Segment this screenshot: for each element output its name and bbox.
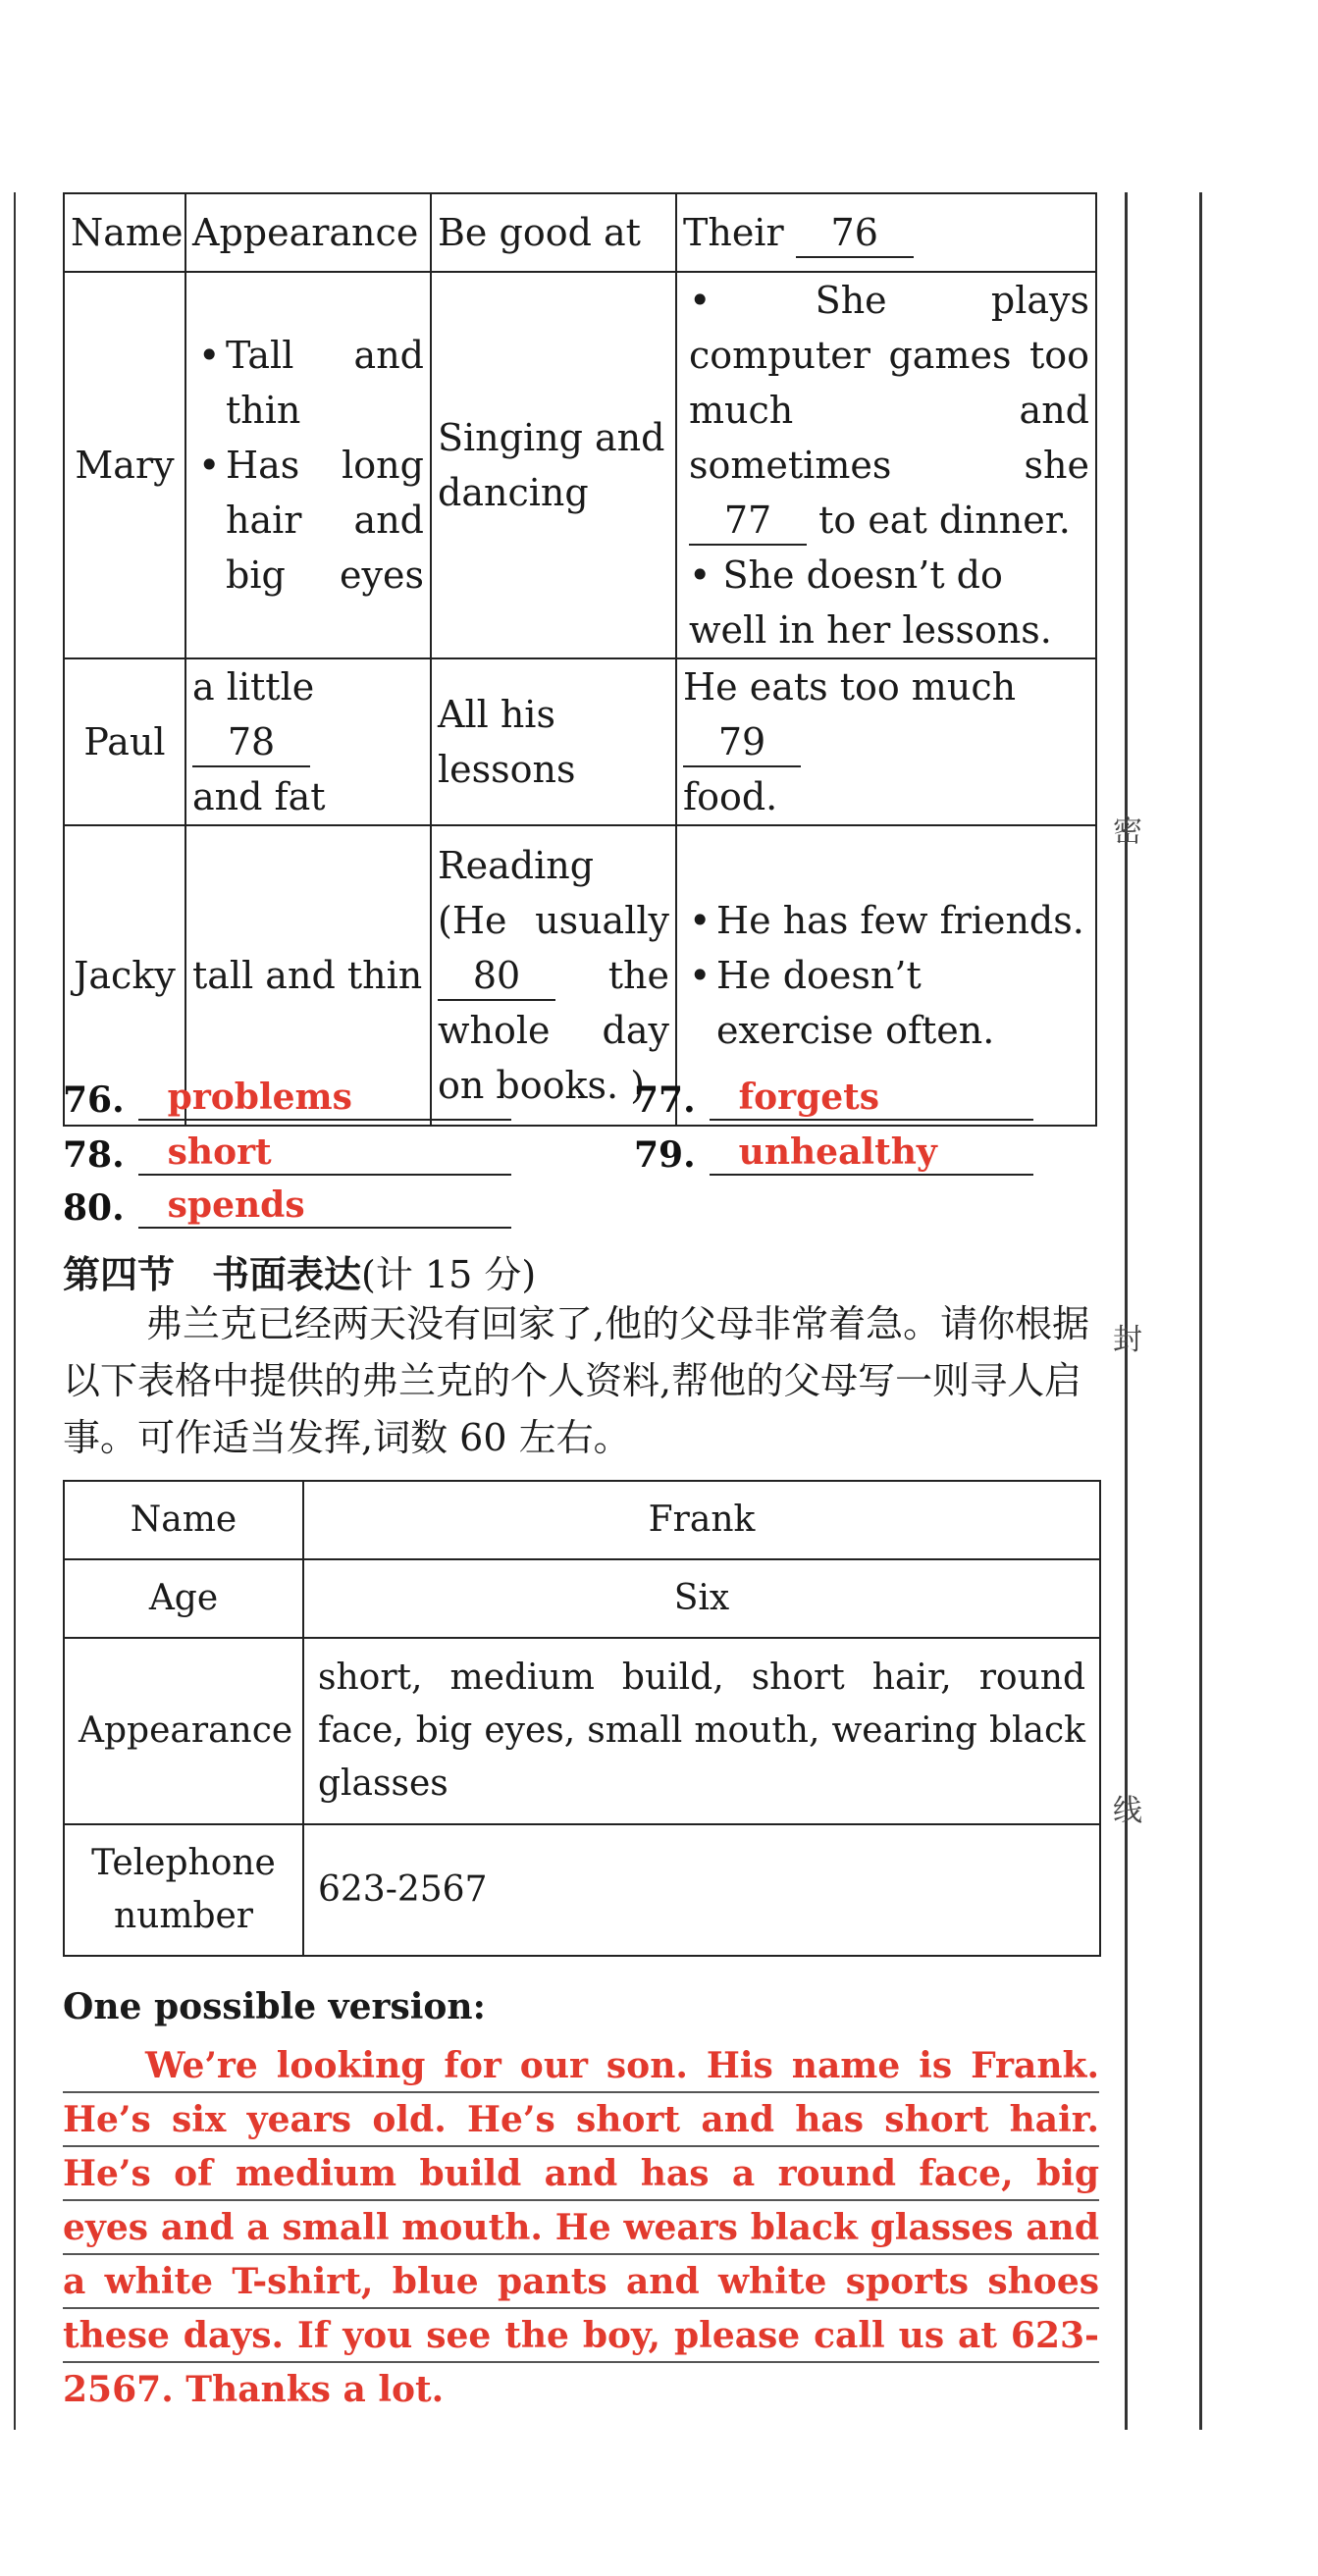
answer-text: problems xyxy=(138,1076,511,1121)
their-jacky-2: • He doesn’t exercise often. xyxy=(683,948,1089,1058)
answer-78 xyxy=(63,1130,511,1176)
header-their xyxy=(676,193,1096,272)
table-row xyxy=(64,1559,1100,1638)
row-key: Telephone number xyxy=(64,1824,303,1956)
model-essay: We’re looking for our son. His name is Frank. He’s six years old. He’s short and has short hair. He’s of medium build and has a round face, big eyes and a small mouth. He wears black glasses and a white T-shirt, blue pants and white sports shoes these days. If you see the boy, please call us at 623-2567. Thanks a lot. xyxy=(63,2045,1099,2410)
section-points: (计 15 分) xyxy=(361,1253,537,1296)
row-key: Name xyxy=(64,1481,303,1559)
side-mark-2: 封 xyxy=(1113,1323,1142,1357)
row-key: Appearance xyxy=(64,1638,303,1824)
their-jacky-1: • He has few friends. xyxy=(683,893,1089,948)
answer-79 xyxy=(634,1130,1033,1176)
appearance-paul-a: a little xyxy=(192,665,315,709)
answer-number: 79. xyxy=(634,1134,696,1176)
answer-text: unhealthy xyxy=(710,1130,1033,1176)
good-at-paul: All his lessons xyxy=(431,658,676,825)
their-mary-1a: She plays computer games too much and sometimes she xyxy=(689,279,1089,487)
row-value: short, medium build, short hair, round face, big eyes, small mouth, wearing black glasses xyxy=(303,1638,1100,1824)
left-margin-line xyxy=(14,192,16,2430)
good-at-jacky-a: Reading (He usually xyxy=(438,844,669,942)
table-header-row xyxy=(64,193,1096,272)
table-row-paul xyxy=(64,658,1096,825)
right-margin-line-inner xyxy=(1125,192,1128,2430)
table-row xyxy=(64,1481,1100,1559)
appearance-paul-b: and fat xyxy=(192,775,326,818)
section-title-text: 第四节 书面表达 xyxy=(63,1252,362,1296)
answer-76 xyxy=(63,1076,511,1121)
blank-79: 79 xyxy=(683,718,801,767)
header-good-at: Be good at xyxy=(431,193,676,272)
row-value: 623-2567 xyxy=(303,1824,1100,1956)
answer-80 xyxy=(63,1183,511,1229)
appearance-mary-1: • Tall and thin xyxy=(192,328,424,438)
their-paul-b: food. xyxy=(683,775,778,818)
their-mary: • She plays computer games too much and sometimes she 77 to eat dinner. • She doesn’t do well in her lessons. xyxy=(676,272,1096,658)
answer-77 xyxy=(634,1076,1033,1121)
version-title: One possible version: xyxy=(63,1986,486,2027)
answer-number: 78. xyxy=(63,1134,125,1176)
their-mary-2: She doesn’t do well in her lessons. xyxy=(689,553,1052,652)
answer-text: forgets xyxy=(710,1076,1033,1121)
table-row xyxy=(64,1638,1100,1824)
header-their-label: Their xyxy=(683,211,784,254)
answer-text: short xyxy=(138,1130,511,1176)
section-title xyxy=(63,1244,536,1298)
name-paul: Paul xyxy=(64,658,185,825)
their-paul xyxy=(676,658,1096,825)
blank-80: 80 xyxy=(438,952,555,1001)
appearance-jacky: tall and thin xyxy=(185,825,431,1126)
good-at-jacky-b: the whole day on books. ) xyxy=(438,954,669,1107)
their-paul-a: He eats too much xyxy=(683,665,1017,709)
side-mark-3: 线 xyxy=(1113,1794,1142,1828)
writing-prompt: 弗兰克已经两天没有回家了,他的父母非常着急。请你根据以下表格中提供的弗兰克的个人资料,帮他的父母写一则寻人启事。可作适当发挥,词数 60 左右。 xyxy=(63,1302,1090,1459)
answer-text: spends xyxy=(138,1183,511,1229)
row-value: Six xyxy=(303,1559,1100,1638)
table-row-mary xyxy=(64,272,1096,658)
blank-77: 77 xyxy=(689,497,807,546)
name-jacky: Jacky xyxy=(64,825,185,1126)
frank-info-table xyxy=(63,1480,1101,1957)
row-value: Frank xyxy=(303,1481,1100,1559)
their-mary-1b: to eat dinner. xyxy=(818,499,1071,542)
table-row xyxy=(64,1824,1100,1956)
answer-number: 80. xyxy=(63,1187,125,1229)
blank-78: 78 xyxy=(192,718,310,767)
appearance-mary-2: • Has long hair and big eyes xyxy=(192,438,424,603)
good-at-mary: Singing and dancing xyxy=(431,272,676,658)
header-appearance: Appearance xyxy=(185,193,431,272)
right-margin-line-outer xyxy=(1199,192,1202,2430)
appearance-paul xyxy=(185,658,431,825)
answer-number: 77. xyxy=(634,1079,696,1121)
row-key: Age xyxy=(64,1559,303,1638)
student-info-table xyxy=(63,192,1097,1127)
blank-76: 76 xyxy=(796,209,914,258)
appearance-mary xyxy=(185,272,431,658)
header-name: Name xyxy=(64,193,185,272)
side-mark-1: 密 xyxy=(1113,815,1142,849)
name-mary: Mary xyxy=(64,272,185,658)
answer-number: 76. xyxy=(63,1079,125,1121)
